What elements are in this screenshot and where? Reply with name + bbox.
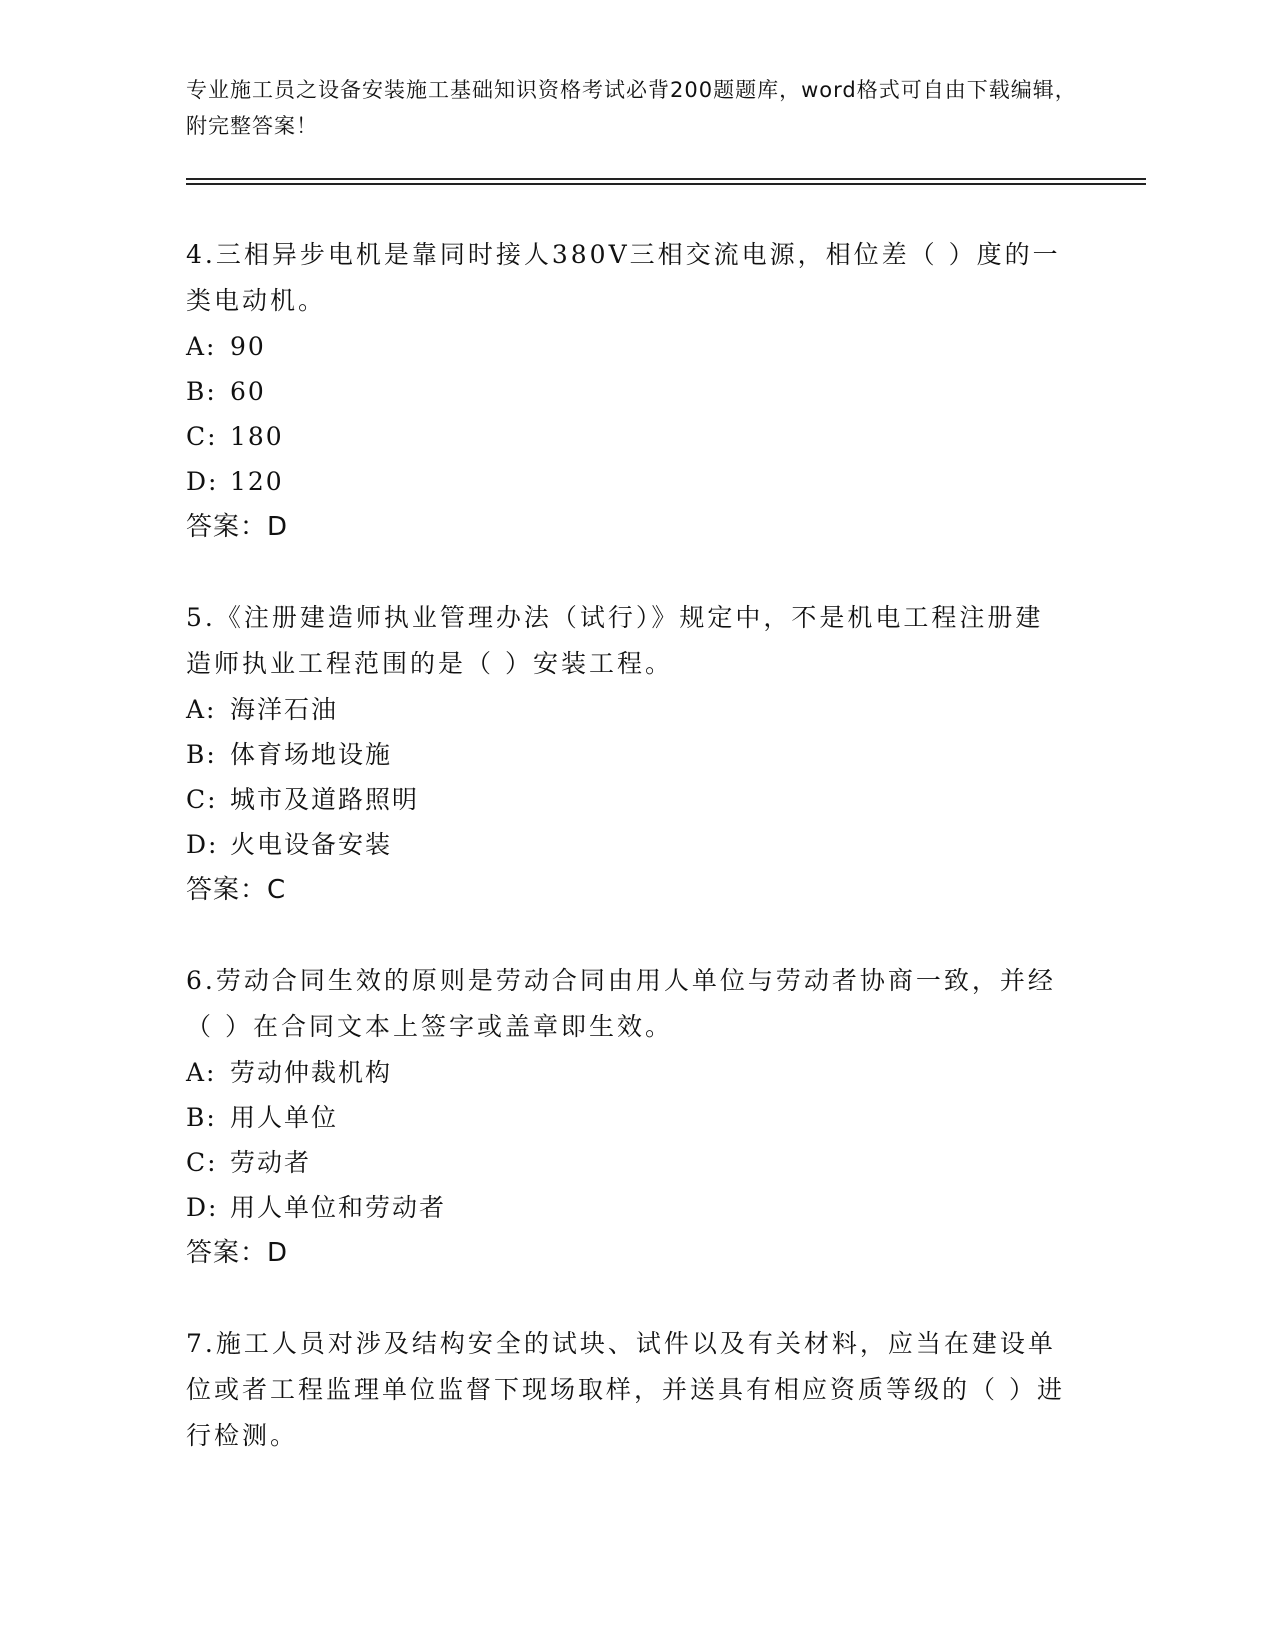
option-key: C:	[186, 422, 218, 451]
option-text: 火电设备安装	[230, 830, 393, 859]
option-text: 劳动者	[230, 1148, 312, 1177]
header-divider-top	[186, 178, 1146, 180]
option-d	[186, 459, 1066, 504]
question-7	[186, 1321, 1066, 1459]
option-text: 海洋石油	[230, 695, 339, 724]
option-c	[186, 777, 1066, 822]
option-d	[186, 1185, 1066, 1230]
option-d	[186, 822, 1066, 867]
option-text: 120	[230, 467, 284, 496]
question-stem: 5.《注册建造师执业管理办法（试行）》规定中，不是机电工程注册建造师执业工程范围的是（ ）安装工程。	[186, 603, 1044, 678]
option-text: 城市及道路照明	[230, 785, 420, 814]
option-a	[186, 1050, 1066, 1095]
option-key: B:	[186, 740, 217, 769]
question-stem: 6.劳动合同生效的原则是劳动合同由用人单位与劳动者协商一致，并经（ ）在合同文本上签字或盖章即生效。	[186, 966, 1056, 1041]
option-key: A:	[186, 1058, 217, 1087]
option-a	[186, 687, 1066, 732]
option-key: C:	[186, 785, 218, 814]
question-5	[186, 595, 1066, 913]
option-c	[186, 1140, 1066, 1185]
option-text: 体育场地设施	[230, 740, 393, 769]
question-stem: 7.施工人员对涉及结构安全的试块、试件以及有关材料，应当在建设单位或者工程监理单位监督下现场取样，并送具有相应资质等级的（ ）进行检测。	[186, 1329, 1065, 1450]
answer-line: 答案：C	[186, 875, 287, 905]
header-divider-bottom	[186, 183, 1146, 185]
option-b	[186, 1095, 1066, 1140]
answer-line: 答案：D	[186, 512, 289, 542]
option-text: 180	[230, 422, 284, 451]
option-key: D:	[186, 1193, 219, 1222]
answer-line: 答案：D	[186, 1238, 289, 1268]
option-b	[186, 732, 1066, 777]
option-text: 用人单位	[230, 1103, 339, 1132]
document-header: 专业施工员之设备安装施工基础知识资格考试必背200题题库，word格式可自由下载编辑，附完整答案！	[186, 78, 1077, 138]
question-stem: 4.三相异步电机是靠同时接人380V三相交流电源，相位差（ ）度的一类电动机。	[186, 240, 1061, 315]
option-key: D:	[186, 467, 219, 496]
option-key: B:	[186, 377, 217, 406]
option-key: A:	[186, 332, 217, 361]
option-text: 90	[230, 332, 266, 361]
question-4	[186, 232, 1066, 550]
option-c	[186, 414, 1066, 459]
option-key: D:	[186, 830, 219, 859]
option-key: A:	[186, 695, 217, 724]
option-text: 用人单位和劳动者	[230, 1193, 447, 1222]
option-a	[186, 324, 1066, 369]
option-key: C:	[186, 1148, 218, 1177]
question-6	[186, 958, 1066, 1276]
option-text: 劳动仲裁机构	[230, 1058, 393, 1087]
option-key: B:	[186, 1103, 217, 1132]
option-text: 60	[230, 377, 266, 406]
option-b	[186, 369, 1066, 414]
